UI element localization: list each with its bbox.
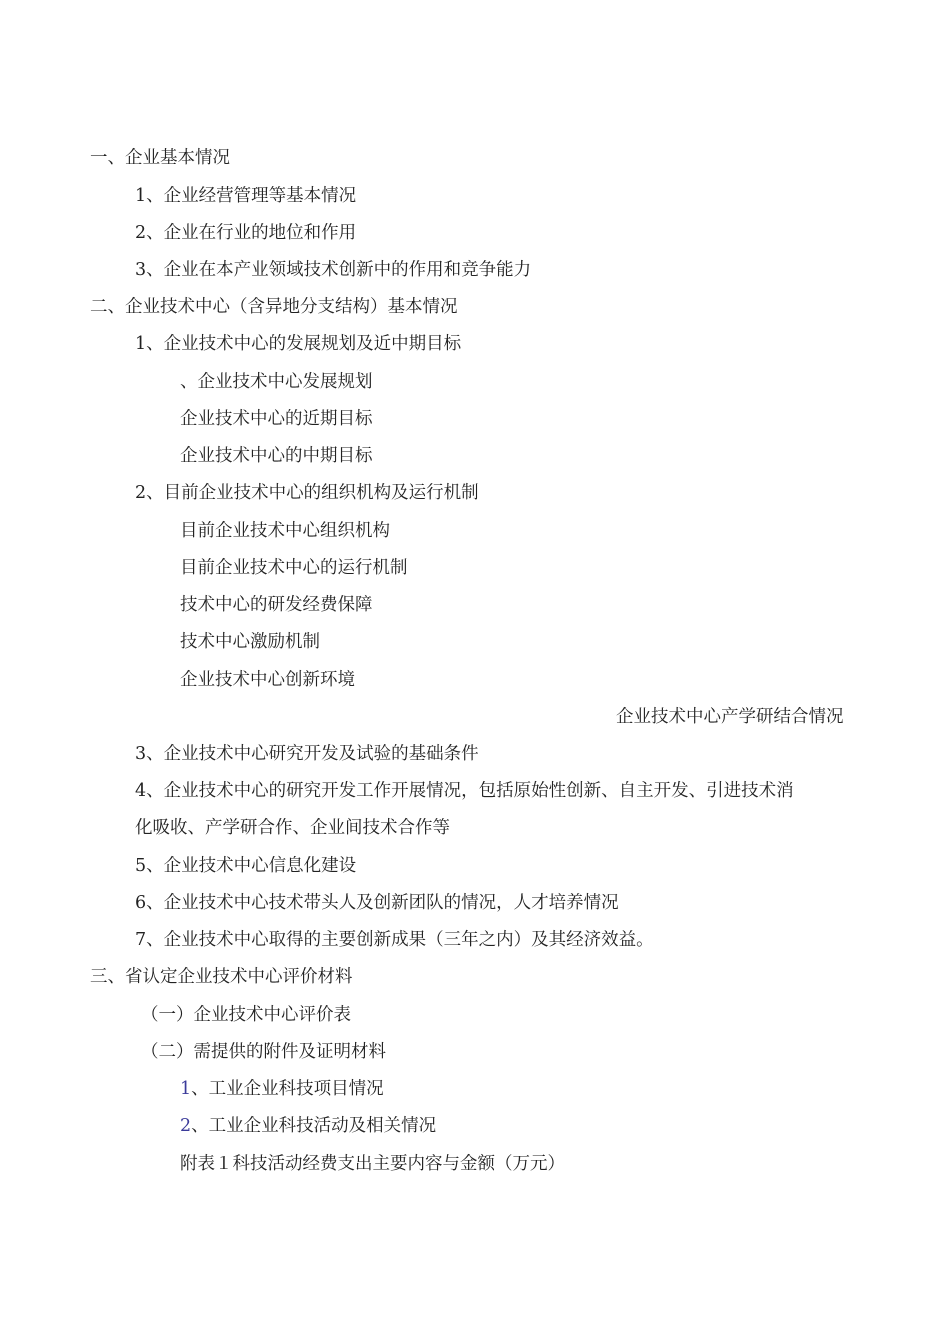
section-3-part-1: （一）企业技术中心评价表 — [141, 1005, 351, 1025]
section-3-sub-2-text: 、工业企业科技活动及相关情况 — [191, 1116, 437, 1136]
section-3-sub-1 — [180, 1077, 384, 1101]
section-2-item-2-sub-3: 技术中心的研发经费保障 — [180, 595, 373, 615]
section-2-item-2-sub-1: 目前企业技术中心组织机构 — [180, 521, 390, 541]
section-2-item-1-sub-1: 、企业技术中心发展规划 — [180, 372, 373, 392]
section-2-item-4-line-1: 4、企业技术中心的研究开发工作开展情况，包括原始性创新、自主开发、引进技术消 — [135, 781, 794, 801]
section-1-item-1: 1、企业经营管理等基本情况 — [135, 186, 357, 206]
section-3-heading: 三、省认定企业技术中心评价材料 — [90, 967, 353, 987]
section-3-sub-2-number: 2 — [180, 1116, 192, 1136]
section-2-item-2-sub-5: 企业技术中心创新环境 — [180, 670, 355, 690]
section-2-item-2: 2、目前企业技术中心的组织机构及运行机制 — [135, 483, 479, 503]
section-3-part-2: （二）需提供的附件及证明材料 — [141, 1042, 386, 1062]
section-1-item-2: 2、企业在行业的地位和作用 — [135, 223, 357, 243]
section-2-item-1-sub-3: 企业技术中心的中期目标 — [180, 446, 373, 466]
section-2-item-1-sub-2: 企业技术中心的近期目标 — [180, 409, 373, 429]
section-3-sub-2 — [180, 1114, 436, 1138]
section-2-item-7: 7、企业技术中心取得的主要创新成果（三年之内）及其经济效益。 — [135, 930, 654, 950]
section-2-item-3: 3、企业技术中心研究开发及试验的基础条件 — [135, 744, 479, 764]
section-3-sub-1-number: 1 — [180, 1079, 192, 1099]
section-2-item-4-line-2: 化吸收、产学研合作、企业间技术合作等 — [135, 818, 450, 838]
section-2-item-5: 5、企业技术中心信息化建设 — [135, 856, 357, 876]
section-2-item-2-sub-4: 技术中心激励机制 — [180, 632, 320, 652]
section-2-item-2-sub-2: 目前企业技术中心的运行机制 — [180, 558, 408, 578]
section-2-heading: 二、企业技术中心（含异地分支结构）基本情况 — [90, 297, 458, 317]
section-1-item-3: 3、企业在本产业领域技术创新中的作用和竞争能力 — [135, 260, 532, 280]
section-2-item-6: 6、企业技术中心技术带头人及创新团队的情况，人才培养情况 — [135, 893, 619, 913]
section-3-table-reference: 附表１科技活动经费支出主要内容与金额（万元） — [180, 1154, 565, 1174]
section-2-item-1: 1、企业技术中心的发展规划及近中期目标 — [135, 334, 462, 354]
section-1-heading: 一、企业基本情况 — [90, 148, 230, 168]
section-3-sub-1-text: 、工业企业科技项目情况 — [191, 1079, 384, 1099]
section-2-item-2-sub-right: 企业技术中心产学研结合情况 — [616, 707, 844, 727]
